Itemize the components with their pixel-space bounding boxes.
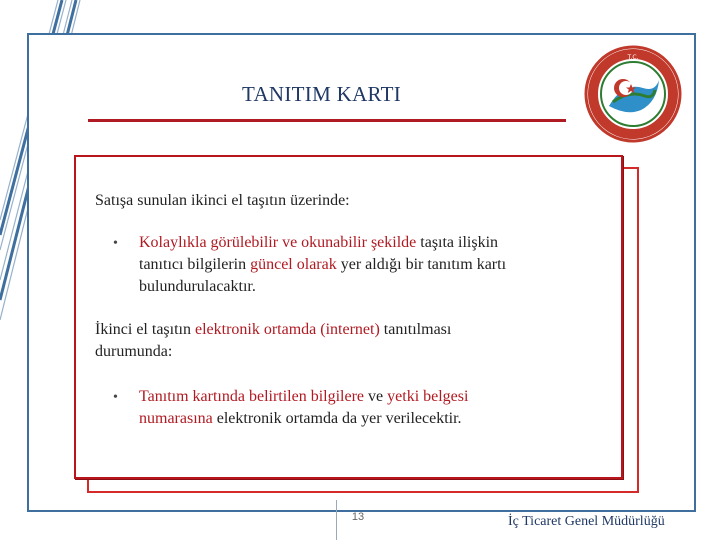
section1-heading: Satışa sunulan ikinci el taşıtın üzerinde: <box>95 192 350 209</box>
svg-text:T.C.: T.C. <box>627 54 639 61</box>
bullet1-line3: bulundurulacaktır. <box>139 278 256 295</box>
bullet1-line1: Kolaylıkla görülebilir ve okunabilir şekilde taşıta ilişkin <box>139 234 499 251</box>
footer-divider <box>336 500 337 540</box>
bullet-marker-1: • <box>113 236 118 251</box>
section2-emphasis: elektronik ortamda (internet) <box>194 321 380 338</box>
bullet2-line2: numarasına elektronik ortamda da yer verilecektir. <box>139 410 462 427</box>
page-title: TANITIM KARTI <box>242 82 402 106</box>
bullet-marker-2: • <box>113 390 118 405</box>
bullet1-emphasis-2: güncel olarak <box>250 256 337 273</box>
bullet2-line1: Tanıtım kartında belirtilen bilgilere ve yetki belgesi <box>139 388 469 405</box>
section2-line1: İkinci el taşıtın elektronik ortamda (internet) tanıtılması <box>95 321 452 338</box>
section2-line2: durumunda: <box>95 343 173 360</box>
bullet1-line2: tanıtıcı bilgilerin güncel olarak yer aldığı bir tanıtım kartı <box>139 256 507 273</box>
page-number: 13 <box>351 511 365 523</box>
ministry-seal-logo <box>583 44 683 144</box>
footer-organization: İç Ticaret Genel Müdürlüğü <box>508 514 665 529</box>
title-underline <box>88 119 566 122</box>
bullet1-emphasis: Kolaylıkla görülebilir ve okunabilir şekilde <box>139 234 417 251</box>
